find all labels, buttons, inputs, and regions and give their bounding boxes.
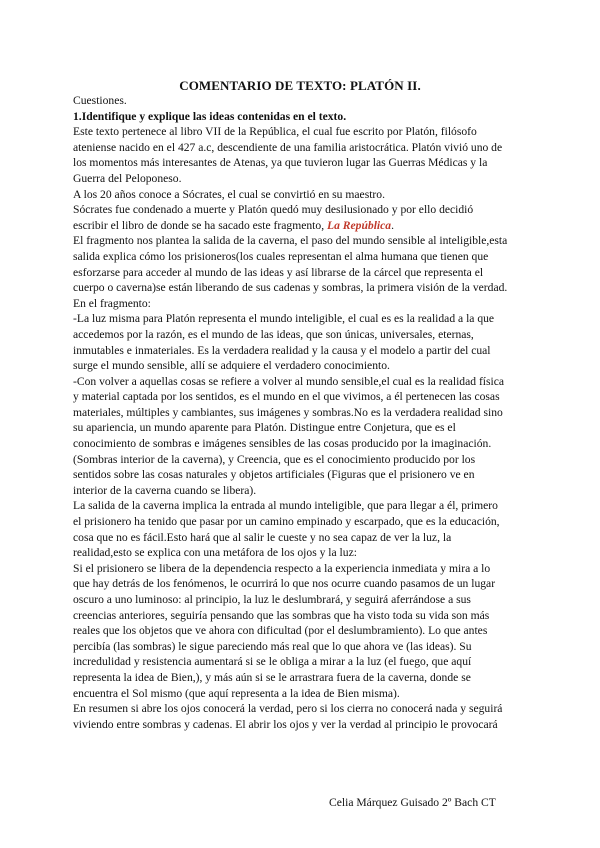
paragraph-line-text: escribir el libro de donde se ha sacado este fragmento, (73, 218, 325, 232)
paragraph-line: oscuro a uno luminoso: al principio, la luz le deslumbrará, y seguirá aferrándose a sus (73, 593, 471, 606)
paragraph-line: salida explica cómo los prisioneros(los cuales representan el alma humana que tienen que (73, 249, 489, 263)
paragraph-line: y material captada por los sentidos, es el mundo en el que vivimos, a él pertenecen las cosas (73, 390, 500, 404)
paragraph-line-with-book-title: escribir el libro de donde se ha sacado este fragmento, La República. (73, 218, 395, 232)
paragraph-line: En el fragmento: (73, 296, 151, 310)
paragraph-line: inmutables e inmateriales. Es la verdadera realidad y la causa y el modelo a partir del cual (73, 343, 491, 357)
paragraph-line: ateniense nacido en el 427 a.c, descendiente de una familia aristocrática. Platón vivió uno de (73, 140, 503, 154)
paragraph-line: incredulidad y resistencia aumentará si se le obliga a mirar a la luz (el fuego, que aquí (73, 655, 472, 669)
paragraph-line: su apariencia, un mundo aparente para Platón. Distingue entre Conjetura, que es el (73, 421, 456, 435)
document-title: COMENTARIO DE TEXTO: PLATÓN II. (179, 78, 421, 93)
paragraph-line: percibía (las sombras) le sigue pareciendo más real que lo que ahora ve (las ideas). Su (73, 639, 472, 653)
paragraph-line: Sócrates fue condenado a muerte y Platón quedó muy desilusionado y por ello decidió (73, 203, 474, 217)
paragraph-line: surge el mundo sensible, allí se adquiere el verdadero conocimiento. (73, 359, 390, 373)
paragraph-line: viviendo entre sombras y cadenas. El abrir los ojos y ver la verdad al principio le provocará (73, 717, 498, 731)
paragraph-line: materiales, múltiples y cambiantes, sus imágenes y sombras.No es la verdadera realidad sino (73, 405, 503, 419)
book-title: La República (327, 218, 392, 232)
paragraph-line: el prisionero ha tenido que pasar por un camino empinado y escarpado, que es la educación, (73, 515, 500, 529)
paragraph-line: -Con volver a aquellas cosas se refiere a volver al mundo sensible,el cual es la realidad física (73, 374, 505, 388)
paragraph-line: Este texto pertenece al libro VII de la República, el cual fue escrito por Platón, filósofo (73, 125, 477, 139)
paragraph-line: accedemos por la razón, es el mundo de las ideas, que son únicas, universales, eternas, (73, 327, 474, 341)
paragraph-line: (Sombras interior de la caverna), y Creencia, que es el conocimiento producido por los (73, 452, 476, 466)
paragraph-line: Si el prisionero se libera de la dependencia respecto a la experiencia inmediata y mira a lo (73, 561, 491, 575)
paragraph-line: cuerpo o caverna)se están liberando de sus cadenas y sombras, la primera visión de la verdad. (73, 281, 508, 295)
paragraph-line: conocimiento de sombras e imágenes sensibles de las cosas producido por la imaginación. (73, 437, 492, 451)
paragraph-line: sentidos sobre las cosas naturales y objetos artificiales (Figuras que el prisionero ve en (73, 468, 475, 482)
paragraph-line: representa la idea de Bien,), y más aún si se le arrastrara fuera de la caverna, donde se (73, 670, 471, 684)
paragraph-line: realidad,esto se explica con una metáfora de los ojos y la luz: (73, 546, 357, 560)
paragraph-line: interior de la caverna cuando se libera). (73, 483, 257, 497)
paragraph-line: -La luz misma para Platón representa el mundo inteligible, el cual es es la realidad a la que (73, 312, 495, 326)
paragraph-line: esforzarse para acceder al mundo de las ideas y así librarse de la cárcel que representa el (73, 265, 484, 279)
line-cuestiones: Cuestiones. (73, 94, 127, 107)
document-body (73, 93, 527, 732)
paragraph-line: que hay detrás de los fenómenos, le ocurrirá lo que nos ocurre cuando pasamos de un lugar (73, 577, 496, 591)
paragraph-line: los momentos más interesantes de Atenas, ya que tuvieron lugar las Guerras Médicas y la (73, 156, 488, 170)
paragraph-line: A los 20 años conoce a Sócrates, el cual se convirtió en su maestro. (73, 187, 385, 201)
paragraph-line: creencias anteriores, seguiría pensando que las sombras que ha visto toda su vida son más (73, 608, 490, 622)
paragraph-line: encuentra el Sol mismo (que aquí representa a la idea de Bien misma). (73, 686, 400, 700)
paragraph-line: En resumen si abre los ojos conocerá la verdad, pero si los cierra no conocerá nada y seguirá (73, 702, 503, 716)
paragraph-line: reales que los objetos que ve ahora con dificultad (por el deslumbramiento). Lo que antes (73, 624, 488, 638)
author-footer: Celia Márquez Guisado 2º Bach CT (329, 796, 496, 809)
question-heading: 1.Identifique y explique las ideas contenidas en el texto. (73, 109, 347, 123)
paragraph-line: La salida de la caverna implica la entrada al mundo inteligible, que para llegar a él, primero (73, 499, 498, 513)
paragraph-line: El fragmento nos plantea la salida de la caverna, el paso del mundo sensible al inteligible,esta (73, 234, 508, 248)
paragraph-line: cosa que no es fácil.Esto hará que al salir le cueste y no sea capaz de ver la luz, la (73, 530, 452, 544)
paragraph-line: Guerra del Peloponeso. (73, 171, 182, 185)
